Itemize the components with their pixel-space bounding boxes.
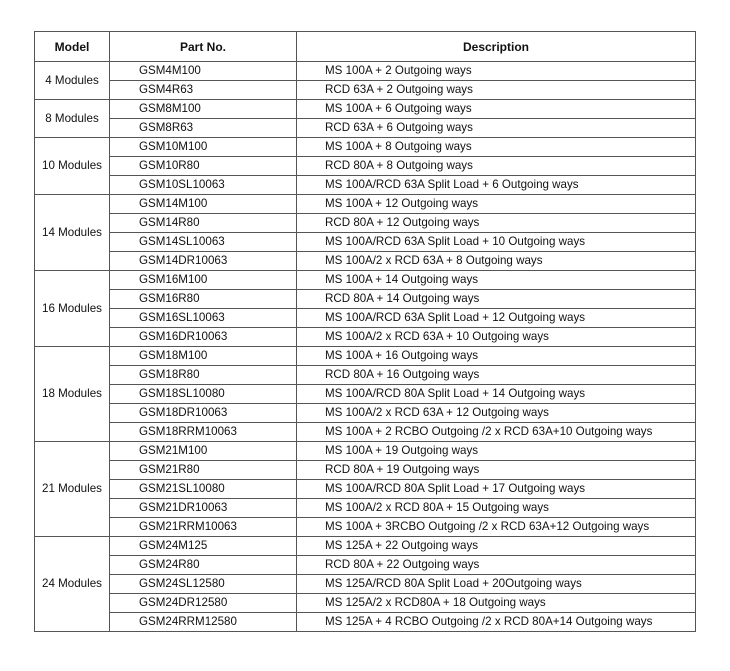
part-number-cell: GSM21DR10063 [110, 499, 297, 518]
description-cell: MS 100A + 2 RCBO Outgoing /2 x RCD 63A+10 Outgoing ways [297, 423, 696, 442]
header-model: Model [35, 32, 110, 62]
description-cell: MS 100A + 14 Outgoing ways [297, 271, 696, 290]
description-cell: RCD 63A + 2 Outgoing ways [297, 81, 696, 100]
model-cell: 18 Modules [35, 347, 110, 442]
table-row [35, 100, 696, 119]
part-number-cell: GSM24M125 [110, 537, 297, 556]
part-number-cell: GSM10SL10063 [110, 176, 297, 195]
table-row [35, 442, 696, 461]
table-row [35, 613, 696, 632]
part-number-cell: GSM10M100 [110, 138, 297, 157]
product-table [34, 31, 696, 632]
part-number-cell: GSM21R80 [110, 461, 297, 480]
description-cell: MS 125A + 4 RCBO Outgoing /2 x RCD 80A+14 Outgoing ways [297, 613, 696, 632]
part-number-cell: GSM18M100 [110, 347, 297, 366]
description-cell: MS 100A/2 x RCD 63A + 8 Outgoing ways [297, 252, 696, 271]
table-row [35, 366, 696, 385]
part-number-cell: GSM24R80 [110, 556, 297, 575]
table-row [35, 328, 696, 347]
table-row [35, 423, 696, 442]
description-cell: MS 125A/RCD 80A Split Load + 20Outgoing ways [297, 575, 696, 594]
table-row [35, 252, 696, 271]
table-row [35, 480, 696, 499]
description-cell: MS 125A/2 x RCD80A + 18 Outgoing ways [297, 594, 696, 613]
description-cell: MS 100A/2 x RCD 63A + 12 Outgoing ways [297, 404, 696, 423]
model-cell: 8 Modules [35, 100, 110, 138]
part-number-cell: GSM16M100 [110, 271, 297, 290]
description-cell: RCD 80A + 8 Outgoing ways [297, 157, 696, 176]
description-cell: MS 100A/RCD 63A Split Load + 10 Outgoing ways [297, 233, 696, 252]
part-number-cell: GSM4M100 [110, 62, 297, 81]
table-row [35, 404, 696, 423]
model-cell: 4 Modules [35, 62, 110, 100]
model-cell: 16 Modules [35, 271, 110, 347]
part-number-cell: GSM18RRM10063 [110, 423, 297, 442]
part-number-cell: GSM24RRM12580 [110, 613, 297, 632]
description-cell: MS 100A + 3RCBO Outgoing /2 x RCD 63A+12 Outgoing ways [297, 518, 696, 537]
description-cell: RCD 63A + 6 Outgoing ways [297, 119, 696, 138]
table-row [35, 309, 696, 328]
table-row [35, 518, 696, 537]
table-row [35, 461, 696, 480]
description-cell: MS 100A + 16 Outgoing ways [297, 347, 696, 366]
table-row [35, 195, 696, 214]
description-cell: RCD 80A + 16 Outgoing ways [297, 366, 696, 385]
part-number-cell: GSM10R80 [110, 157, 297, 176]
part-number-cell: GSM21RRM10063 [110, 518, 297, 537]
table-row [35, 290, 696, 309]
table-row [35, 233, 696, 252]
header-part-no: Part No. [110, 32, 297, 62]
description-cell: MS 100A + 6 Outgoing ways [297, 100, 696, 119]
part-number-cell: GSM14SL10063 [110, 233, 297, 252]
table-row [35, 138, 696, 157]
table-row [35, 157, 696, 176]
model-cell: 24 Modules [35, 537, 110, 632]
description-cell: MS 100A + 12 Outgoing ways [297, 195, 696, 214]
table-row [35, 271, 696, 290]
header-row [35, 32, 696, 62]
table-row [35, 119, 696, 138]
table-row [35, 499, 696, 518]
description-cell: RCD 80A + 22 Outgoing ways [297, 556, 696, 575]
part-number-cell: GSM24SL12580 [110, 575, 297, 594]
header-description: Description [297, 32, 696, 62]
table-row [35, 594, 696, 613]
table-row [35, 537, 696, 556]
description-cell: MS 100A/RCD 63A Split Load + 12 Outgoing ways [297, 309, 696, 328]
part-number-cell: GSM8M100 [110, 100, 297, 119]
part-number-cell: GSM18SL10080 [110, 385, 297, 404]
description-cell: MS 125A + 22 Outgoing ways [297, 537, 696, 556]
model-cell: 21 Modules [35, 442, 110, 537]
description-cell: MS 100A + 2 Outgoing ways [297, 62, 696, 81]
description-cell: MS 100A/RCD 63A Split Load + 6 Outgoing ways [297, 176, 696, 195]
part-number-cell: GSM14M100 [110, 195, 297, 214]
model-cell: 10 Modules [35, 138, 110, 195]
table-row [35, 575, 696, 594]
description-cell: MS 100A + 8 Outgoing ways [297, 138, 696, 157]
description-cell: MS 100A/RCD 80A Split Load + 17 Outgoing ways [297, 480, 696, 499]
part-number-cell: GSM4R63 [110, 81, 297, 100]
description-cell: RCD 80A + 12 Outgoing ways [297, 214, 696, 233]
part-number-cell: GSM16R80 [110, 290, 297, 309]
description-cell: RCD 80A + 19 Outgoing ways [297, 461, 696, 480]
part-number-cell: GSM16DR10063 [110, 328, 297, 347]
table-row [35, 385, 696, 404]
description-cell: MS 100A/RCD 80A Split Load + 14 Outgoing ways [297, 385, 696, 404]
part-number-cell: GSM8R63 [110, 119, 297, 138]
table-body [35, 62, 696, 632]
part-number-cell: GSM18DR10063 [110, 404, 297, 423]
part-number-cell: GSM21SL10080 [110, 480, 297, 499]
description-cell: MS 100A/2 x RCD 80A + 15 Outgoing ways [297, 499, 696, 518]
table-row [35, 62, 696, 81]
model-cell: 14 Modules [35, 195, 110, 271]
description-cell: MS 100A + 19 Outgoing ways [297, 442, 696, 461]
table-row [35, 81, 696, 100]
part-number-cell: GSM21M100 [110, 442, 297, 461]
table-row [35, 556, 696, 575]
table-row [35, 347, 696, 366]
part-number-cell: GSM14DR10063 [110, 252, 297, 271]
part-number-cell: GSM18R80 [110, 366, 297, 385]
table-row [35, 176, 696, 195]
part-number-cell: GSM16SL10063 [110, 309, 297, 328]
table-row [35, 214, 696, 233]
description-cell: RCD 80A + 14 Outgoing ways [297, 290, 696, 309]
part-number-cell: GSM24DR12580 [110, 594, 297, 613]
part-number-cell: GSM14R80 [110, 214, 297, 233]
description-cell: MS 100A/2 x RCD 63A + 10 Outgoing ways [297, 328, 696, 347]
